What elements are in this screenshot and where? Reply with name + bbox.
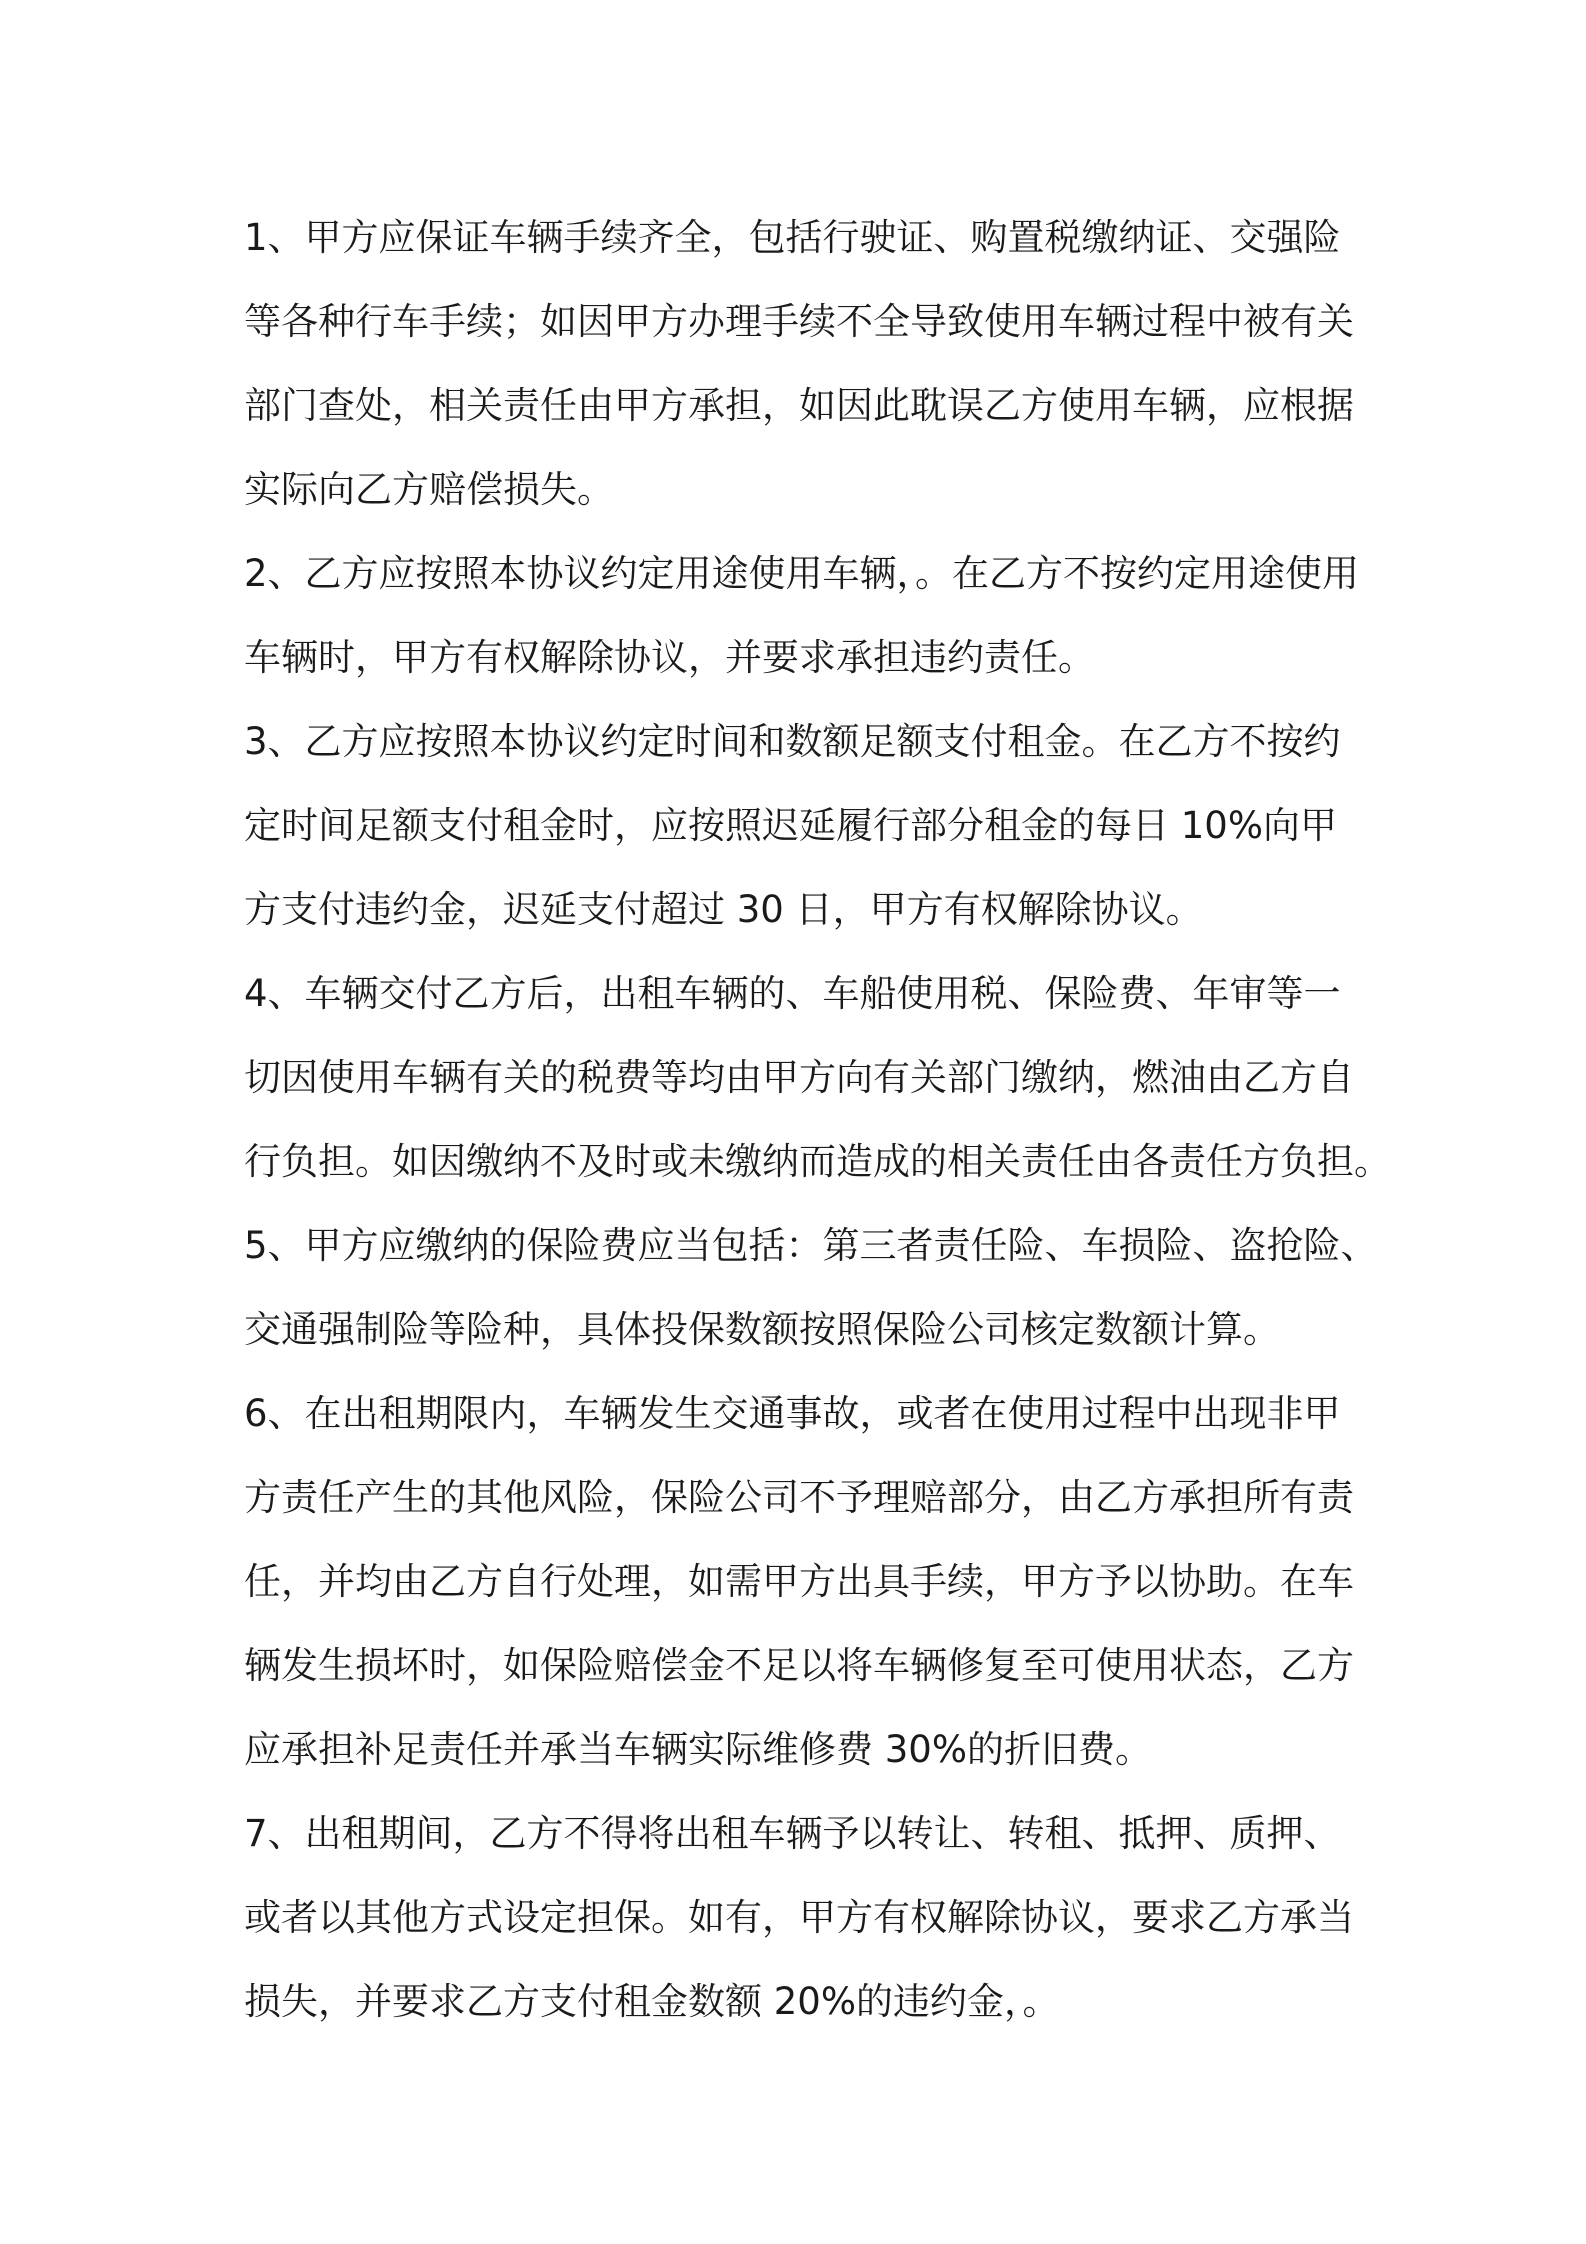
text-line: 行负担。如因缴纳不及时或未缴纳而造成的相关责任由各责任方负担。 xyxy=(244,1140,1391,1183)
clause-2 xyxy=(244,532,1384,700)
document-body xyxy=(244,196,1391,2044)
text-line: 2、乙方应按照本协议约定用途使用车辆，。在乙方不按约定用途使用 xyxy=(244,552,1360,595)
text-line: 辆发生损坏时，如保险赔偿金不足以将车辆修复至可使用状态，乙方 xyxy=(244,1644,1354,1687)
text-line: 方支付违约金，迟延支付超过 30 日，甲方有权解除协议。 xyxy=(244,888,1203,931)
text-line: 部门查处，相关责任由甲方承担，如因此耽误乙方使用车辆，应根据 xyxy=(244,384,1354,427)
text-line: 损失，并要求乙方支付租金数额 20%的违约金，。 xyxy=(244,1980,1060,2023)
clause-3 xyxy=(244,700,1384,952)
clause-5 xyxy=(244,1204,1384,1372)
text-line: 4、车辆交付乙方后，出租车辆的、车船使用税、保险费、年审等一 xyxy=(244,972,1341,1015)
clause-1 xyxy=(244,196,1384,532)
text-line: 5、甲方应缴纳的保险费应当包括：第三者责任险、车损险、盗抢险、 xyxy=(244,1224,1378,1267)
text-line: 等各种行车手续；如因甲方办理手续不全导致使用车辆过程中被有关 xyxy=(244,300,1354,343)
text-line: 交通强制险等险种，具体投保数额按照保险公司核定数额计算。 xyxy=(244,1308,1280,1351)
text-line: 车辆时，甲方有权解除协议，并要求承担违约责任。 xyxy=(244,636,1095,679)
text-line: 定时间足额支付租金时，应按照迟延履行部分租金的每日 10%向甲 xyxy=(244,804,1337,847)
text-line: 7、出租期间，乙方不得将出租车辆予以转让、转租、抵押、质押、 xyxy=(244,1812,1341,1855)
text-line: 实际向乙方赔偿损失。 xyxy=(244,468,614,511)
text-line: 或者以其他方式设定担保。如有，甲方有权解除协议，要求乙方承当 xyxy=(244,1896,1354,1939)
text-line: 6、在出租期限内，车辆发生交通事故，或者在使用过程中出现非甲 xyxy=(244,1392,1341,1435)
clause-6 xyxy=(244,1372,1384,1792)
text-line: 方责任产生的其他风险，保险公司不予理赔部分，由乙方承担所有责 xyxy=(244,1476,1354,1519)
clause-7 xyxy=(244,1792,1384,2044)
text-line: 应承担补足责任并承当车辆实际维修费 30%的折旧费。 xyxy=(244,1728,1152,1771)
text-line: 切因使用车辆有关的税费等均由甲方向有关部门缴纳，燃油由乙方自 xyxy=(244,1056,1354,1099)
clause-4 xyxy=(244,952,1391,1204)
text-line: 任，并均由乙方自行处理，如需甲方出具手续，甲方予以协助。在车 xyxy=(244,1560,1354,1603)
text-line: 1、甲方应保证车辆手续齐全，包括行驶证、购置税缴纳证、交强险 xyxy=(244,216,1341,259)
text-line: 3、乙方应按照本协议约定时间和数额足额支付租金。在乙方不按约 xyxy=(244,720,1341,763)
